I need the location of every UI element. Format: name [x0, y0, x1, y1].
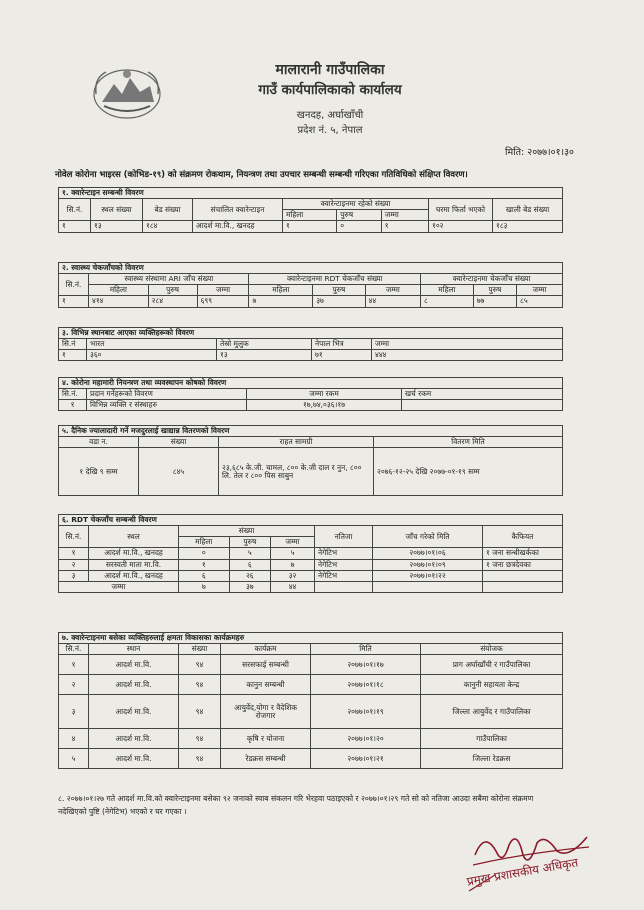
cell: ९४: [179, 655, 221, 675]
cell: ७: [271, 559, 315, 570]
cell: २०७७।०१।१९: [311, 695, 421, 729]
cell: ९४: [179, 749, 221, 769]
cell: २०७७।०१।२१: [311, 749, 421, 769]
col-header: स्थल संख्या: [91, 199, 143, 221]
cell: ७१: [312, 350, 372, 361]
cell: २३,६८५ के.जी. चामल, ८०० के.जी दाल र नुन, ८०० लि. तेल र ८०० पिस साबुन: [219, 448, 374, 496]
sub-header: पुरुष: [229, 537, 271, 548]
sub-header: पुरुष: [473, 285, 516, 296]
col-header: क्वारेन्टाइनमा रहेको संख्या: [283, 199, 429, 210]
cell: ४: [59, 729, 89, 749]
section-heading: ३. विभिन्न स्थानबाट आएका व्यक्तिहरूको विवरण: [59, 328, 563, 339]
cell: १: [59, 350, 87, 361]
cell: सरसफाई सम्बन्धी: [221, 655, 311, 675]
cell: ८४५: [139, 448, 219, 496]
col-header: सि.नं.: [59, 389, 87, 400]
cell: २६: [229, 570, 271, 581]
cell: [402, 400, 563, 411]
cell: ९४: [179, 695, 221, 729]
health-check-table: [58, 262, 563, 308]
cell: नेगेटिभ: [315, 559, 373, 570]
cell: २: [59, 559, 89, 570]
cell: १: [59, 221, 91, 232]
office-address: खनदह, अर्घाखाँची: [296, 110, 364, 121]
cell: ४१४: [89, 296, 149, 307]
cell: रेडक्रस सम्बन्धी: [221, 749, 311, 769]
cell: ६: [229, 559, 271, 570]
cell: २०७७।०१।२०: [311, 729, 421, 749]
col-header: जम्मा रकम: [247, 389, 402, 400]
table-row: [59, 559, 563, 570]
col-header: कैफियत: [483, 526, 563, 548]
sub-header: पुरुष: [313, 285, 365, 296]
quarantine-table: [58, 187, 563, 233]
cell: आदर्श मा.वि., खनदह: [193, 221, 283, 232]
sub-header: जम्मा: [517, 285, 563, 296]
col-header: प्रदान गर्नेहरूको विवरण: [87, 389, 247, 400]
cell: नेगेटिभ: [315, 548, 373, 559]
col-header: वितरण मिति: [374, 437, 563, 448]
cell: १ देखि ९ सम्म: [59, 448, 139, 496]
cell: कानुन सम्बन्धी: [221, 675, 311, 695]
table-row: [59, 548, 563, 559]
col-header: संचालित क्वारेन्टाइन: [193, 199, 283, 221]
table-row: [59, 296, 563, 307]
col-header: खर्च रकम: [402, 389, 563, 400]
document-date: मिति: २०७७।०१।३०: [505, 147, 574, 158]
col-header: क्वारेन्टाइनमा चेकजाँच संख्या: [421, 274, 563, 285]
cell: ५: [59, 749, 89, 769]
cell: १८३: [493, 221, 563, 232]
cell: २०७७।०१।१७: [311, 655, 421, 675]
col-header: नेपाल भित्र: [312, 339, 372, 350]
arrivals-table: [58, 327, 563, 361]
cell: आदर्श मा.वि.: [89, 695, 179, 729]
cell: ९४: [179, 675, 221, 695]
table-row: [59, 729, 563, 749]
cell: गाउँपालिका: [421, 729, 563, 749]
col-header: स्थान: [89, 644, 179, 655]
cell: ९४: [179, 729, 221, 749]
footnote-text: ८. २०७७।०१।२७ गते आदर्श मा.वि.को क्वारेन्टाइनमा बसेका ९२ जनाको स्वाब संकलन गरि भेरहवा पठाइएको र २०७७।०१।२९ गते सो को नतिजा आउदा सबैमा कोरोना संक्रमण नदेखिएको पुष्टि (नेगेटिभ) भएको र घर गएका ।: [58, 794, 534, 816]
col-header: तेस्रो मुलुक: [217, 339, 312, 350]
cell: १७,७४,०३६।१७: [247, 400, 402, 411]
cell: आदर्श मा.वि.: [89, 749, 179, 769]
cell: कानुनी सहायता केन्द्र: [421, 675, 563, 695]
sub-header: जम्मा: [271, 537, 315, 548]
table-row: [59, 400, 563, 411]
cell: १: [381, 221, 428, 232]
col-header: संख्या: [179, 526, 315, 537]
cell: जिल्ला रेडक्रस: [421, 749, 563, 769]
table-row: [59, 749, 563, 769]
cell: १८४: [143, 221, 193, 232]
cell: १ जना छत्रदेवका: [483, 559, 563, 570]
col-header: नतिजा: [315, 526, 373, 548]
cell: विभिन्न व्यक्ति र संस्थाहरु: [87, 400, 247, 411]
cell: सरस्वती माता मा.वि.: [89, 559, 179, 570]
cell: प्राग अर्घाखाँची र गाउँपालिका: [421, 655, 563, 675]
col-header: वडा न.: [59, 437, 139, 448]
cell: ०: [179, 548, 230, 559]
col-header: सि.नं.: [59, 199, 91, 221]
sub-header: महिला: [89, 285, 149, 296]
cell: १: [59, 296, 89, 307]
table-row: [59, 695, 563, 729]
cell: १०२: [429, 221, 493, 232]
sub-header: महिला: [283, 210, 337, 221]
table-row: [59, 655, 563, 675]
sub-header: महिला: [421, 285, 474, 296]
col-header: खाली बेड संख्या: [493, 199, 563, 221]
cell: आदर्श मा.वि.: [89, 729, 179, 749]
col-header: भारत: [87, 339, 217, 350]
cell: आदर्श मा.वि.: [89, 655, 179, 675]
cell: ६९९: [197, 296, 249, 307]
cell: जम्मा: [59, 581, 179, 592]
col-header: जम्मा: [372, 339, 563, 350]
cell: ४४४: [372, 350, 563, 361]
col-header: मिति: [311, 644, 421, 655]
table-row: [59, 570, 563, 581]
cell: ८५: [517, 296, 563, 307]
cell: २०७७।०१।०९: [373, 559, 483, 570]
cell: २०७७।०१।२२: [373, 570, 483, 581]
cell: ७: [179, 581, 230, 592]
cell: ७७: [473, 296, 516, 307]
cell: ३७: [229, 581, 271, 592]
col-header: जाँच गरेको मिति: [373, 526, 483, 548]
cell: कृषि र योजना: [221, 729, 311, 749]
col-header: घरमा फिर्ता भएको: [429, 199, 493, 221]
cell: जिल्ला आयुर्वेद र गाउँपालिका: [421, 695, 563, 729]
cell: २०७६-१२-२५ देखि २०७७-०१-१९ सम्म: [374, 448, 563, 496]
fund-table: [58, 377, 563, 411]
cell: १ जना सन्धीखर्कका: [483, 548, 563, 559]
table-row: [59, 448, 563, 496]
sub-header: जम्मा: [381, 210, 428, 221]
document-title: नोवेल कोरोना भाइरस (कोभिड-१९) को संक्रमण रोकथाम, नियन्त्रण तथा उपचार सम्बन्धी सम्बन्धी गरिएका गतिविधिको संक्षिप्त विवरण।: [55, 170, 468, 180]
cell: ७: [249, 296, 313, 307]
section-heading: ७. क्वारेन्टाइनमा बसेका व्यक्तिहरुलाई क्षमता विकासका कार्यक्रमहरु: [59, 633, 563, 644]
cell: २०७७।०१।१८: [311, 675, 421, 695]
province-line: प्रदेश नं. ५, नेपाल: [297, 125, 363, 136]
col-header: राहत सामग्री: [219, 437, 374, 448]
section-heading: २. स्वास्थ्य चेकजाँचको विवरण: [59, 263, 563, 274]
cell: ३: [59, 570, 89, 581]
total-row: [59, 581, 563, 592]
sub-header: महिला: [179, 537, 230, 548]
section-heading: ४. कोरोना महामारी नियन्त्रण तथा व्यवस्थापन कोषको विवरण: [59, 378, 563, 389]
cell: २: [59, 675, 89, 695]
col-header: संख्या: [139, 437, 219, 448]
col-header: बेड संख्या: [143, 199, 193, 221]
cell: ३: [59, 695, 89, 729]
cell: आयुर्वेद,योगा र वैदेशिक रोजगार: [221, 695, 311, 729]
sub-header: जम्मा: [197, 285, 249, 296]
cell: आदर्श मा.वि.: [89, 675, 179, 695]
table-row: [59, 675, 563, 695]
cell: ४४: [271, 581, 315, 592]
col-header: सि.नं.: [59, 274, 89, 296]
col-header: संख्या: [179, 644, 221, 655]
sub-header: पुरुष: [337, 210, 382, 221]
sub-header: महिला: [249, 285, 313, 296]
col-header: संयोजक: [421, 644, 563, 655]
col-header: सि.नं.: [59, 644, 89, 655]
cell: ०: [337, 221, 382, 232]
cell: आदर्श मा.वि., खनदह: [89, 570, 179, 581]
cell: ३२: [271, 570, 315, 581]
nepal-emblem-icon: [92, 64, 162, 120]
col-header: सि.नं: [59, 339, 87, 350]
col-header: सि.नं.: [59, 526, 89, 548]
cell: २८४: [148, 296, 197, 307]
cell: ४४: [365, 296, 420, 307]
rdt-table: [58, 514, 563, 593]
table-row: [59, 350, 563, 361]
cell: आदर्श मा.वि., खनदह: [89, 548, 179, 559]
col-header: कार्यक्रम: [221, 644, 311, 655]
section-heading: ५. दैनिक ज्यालादारी गर्ने मजदुरलाई खाद्यान्न वितरणको विवरण: [59, 426, 563, 437]
cell: १: [283, 221, 337, 232]
sub-header: पुरुष: [148, 285, 197, 296]
signature-title: प्रमुख प्रशासकीय अधिकृत: [465, 855, 580, 889]
sub-header: जम्मा: [365, 285, 420, 296]
cell: १: [59, 400, 87, 411]
municipality-name: मालारानी गाउँपालिका: [275, 62, 385, 78]
cell: ५: [271, 548, 315, 559]
section-heading: १. क्वारेन्टाइन सम्बन्धी विवरण: [59, 188, 563, 199]
col-header: क्वारेन्टाइनमा RDT चेकजाँच संख्या: [249, 274, 421, 285]
cell: नेगेटिभ: [315, 570, 373, 581]
office-name: गाउँ कार्यपालिकाको कार्यालय: [258, 82, 402, 98]
cell: ८: [421, 296, 474, 307]
cell: २०७७।०१।०६: [373, 548, 483, 559]
cell: १: [59, 655, 89, 675]
cell: ३७: [313, 296, 365, 307]
cell: [483, 570, 563, 581]
food-distribution-table: [58, 425, 563, 496]
col-header: स्थल: [89, 526, 179, 548]
cell: १: [59, 548, 89, 559]
cell: ३६०: [87, 350, 217, 361]
cell: १३: [217, 350, 312, 361]
cell: ५: [229, 548, 271, 559]
section-heading: ६. RDT चेकजाँच सम्बन्धी विवरण: [59, 515, 563, 526]
cell: ६: [179, 570, 230, 581]
capacity-program-table: [58, 632, 563, 769]
table-row: [59, 221, 563, 232]
cell: १३: [91, 221, 143, 232]
col-header: स्वास्थ्य संस्थामा ARI जाँच संख्या: [89, 274, 249, 285]
cell: १: [179, 559, 230, 570]
